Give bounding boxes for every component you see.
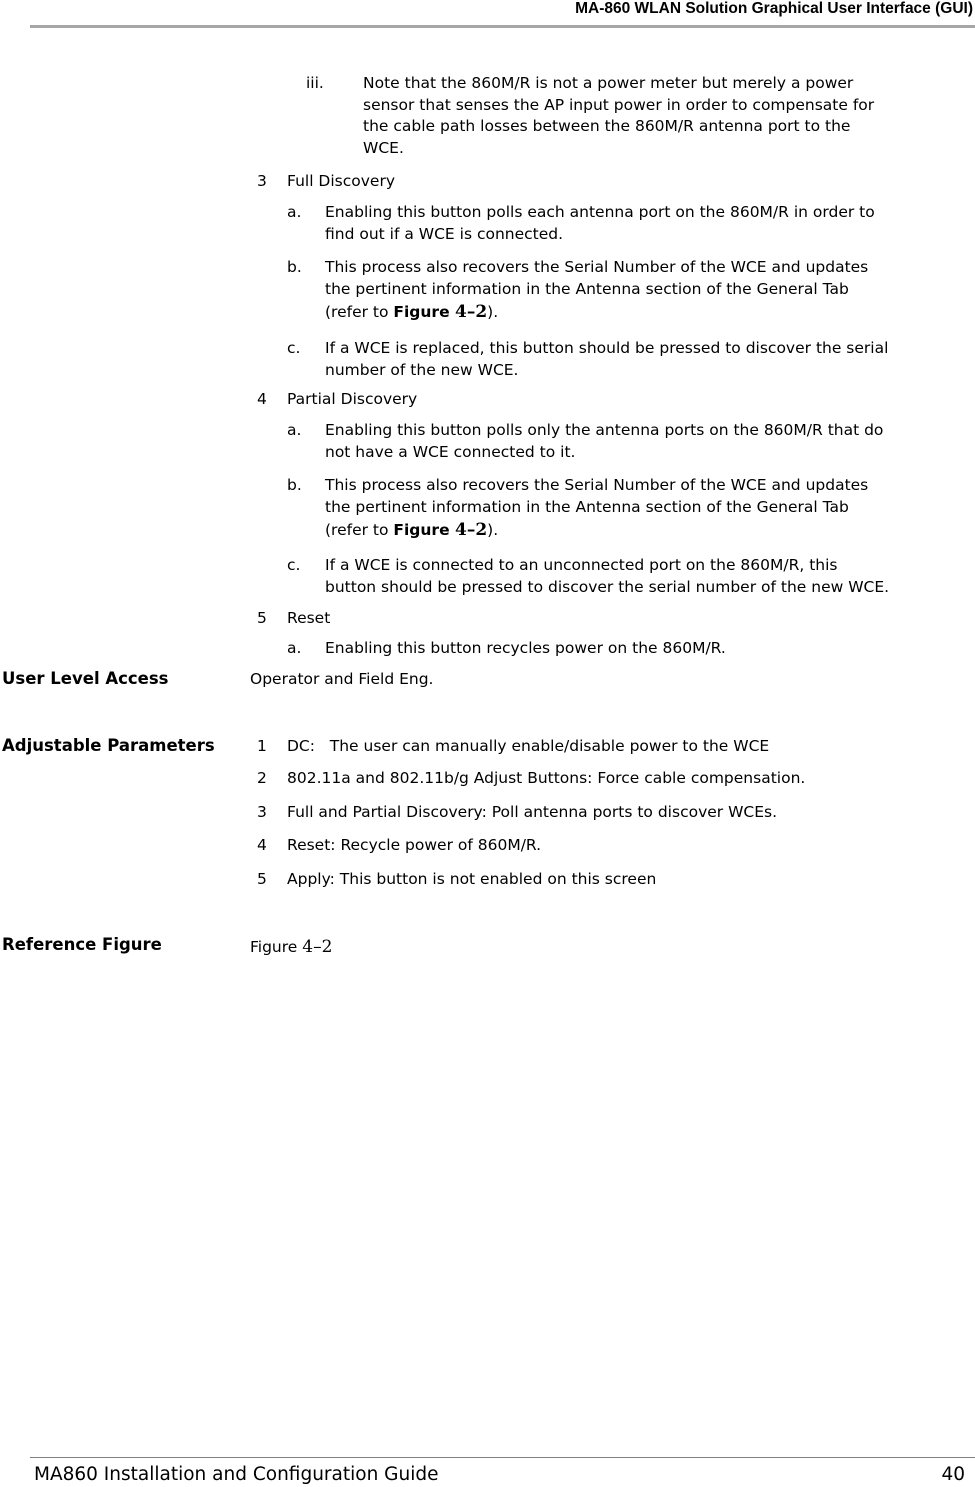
ref-prefix: (refer to [325,303,394,321]
param-number: 4 [257,836,267,854]
running-header-title: MA-860 WLAN Solution Graphical User Interface (GUI) [575,0,973,17]
item-marker: a. [287,203,302,221]
figure-link-number[interactable]: 4–2 [455,302,488,322]
item-line: This process also recovers the Serial Number of the WCE and updates [325,258,869,276]
item-line: Enabling this button polls each antenna port on the 860M/R in order to [325,203,875,221]
item-line: If a WCE is replaced, this button should be pressed to discover the serial [325,339,889,357]
user-level-access-label: User Level Access [2,669,169,688]
note-line-2: sensor that senses the AP input power in order to compensate for [363,95,875,114]
item-marker: c. [287,556,301,574]
note-line-4: WCE. [363,138,404,157]
footer-guide-title: MA860 Installation and Configuration Guide [34,1464,439,1485]
user-level-access-value: Operator and Field Eng. [250,670,434,688]
adjustable-parameters-label: Adjustable Parameters [2,736,215,755]
item-line: the pertinent information in the Antenna section of the General Tab [325,279,849,298]
item-line: not have a WCE connected to it. [325,442,576,461]
item-marker: b. [287,476,302,494]
ref-suffix: ). [487,521,499,539]
item-line: This process also recovers the Serial Number of the WCE and updates [325,476,869,494]
item-marker: a. [287,639,302,657]
param-number: 5 [257,870,267,888]
item-line: number of the new WCE. [325,360,519,379]
note-marker: iii. [306,74,324,92]
section-number: 4 [257,390,267,408]
section-number: 3 [257,172,267,190]
param-text: DC: The user can manually enable/disable power to the WCE [287,737,770,755]
param-number: 2 [257,769,267,787]
figure-link-label[interactable]: Figure [393,303,455,321]
page-number: 40 [941,1464,965,1485]
param-number: 3 [257,803,267,821]
item-marker: a. [287,421,302,439]
note-line-1: Note that the 860M/R is not a power meter but merely a power [363,74,854,92]
item-line: Enabling this button polls only the antenna ports on the 860M/R that do [325,421,884,439]
note-line-3: the cable path losses between the 860M/R antenna port to the [363,117,851,135]
item-line: find out if a WCE is connected. [325,224,564,243]
header-rule [30,25,975,28]
figure-reference-line [325,520,498,542]
footer-rule [30,1457,975,1458]
param-text: 802.11a and 802.11b/g Adjust Buttons: Force cable compensation. [287,769,806,787]
param-text: Full and Partial Discovery: Poll antenna ports to discover WCEs. [287,803,778,821]
item-marker: c. [287,339,301,357]
reference-figure-label: Reference Figure [2,935,162,954]
reference-figure-value [250,937,332,959]
section-number: 5 [257,609,267,627]
item-line: Enabling this button recycles power on the 860M/R. [325,639,726,657]
reference-figure-prefix: Figure [250,938,303,956]
reference-figure-link[interactable]: 4–2 [302,937,333,957]
item-line: the pertinent information in the Antenna section of the General Tab [325,497,849,516]
figure-reference-line [325,302,498,324]
item-marker: b. [287,258,302,276]
ref-prefix: (refer to [325,521,394,539]
item-line: If a WCE is connected to an unconnected port on the 860M/R, this [325,556,838,574]
figure-link-number[interactable]: 4–2 [455,520,488,540]
ref-suffix: ). [487,303,499,321]
param-number: 1 [257,737,267,755]
section-title-full-discovery: Full Discovery [287,172,396,190]
param-text: Apply: This button is not enabled on this screen [287,870,657,888]
section-title-partial-discovery: Partial Discovery [287,390,418,408]
item-line: button should be pressed to discover the serial number of the new WCE. [325,577,890,596]
param-text: Reset: Recycle power of 860M/R. [287,836,542,854]
section-title-reset: Reset [287,609,331,627]
figure-link-label[interactable]: Figure [393,521,455,539]
